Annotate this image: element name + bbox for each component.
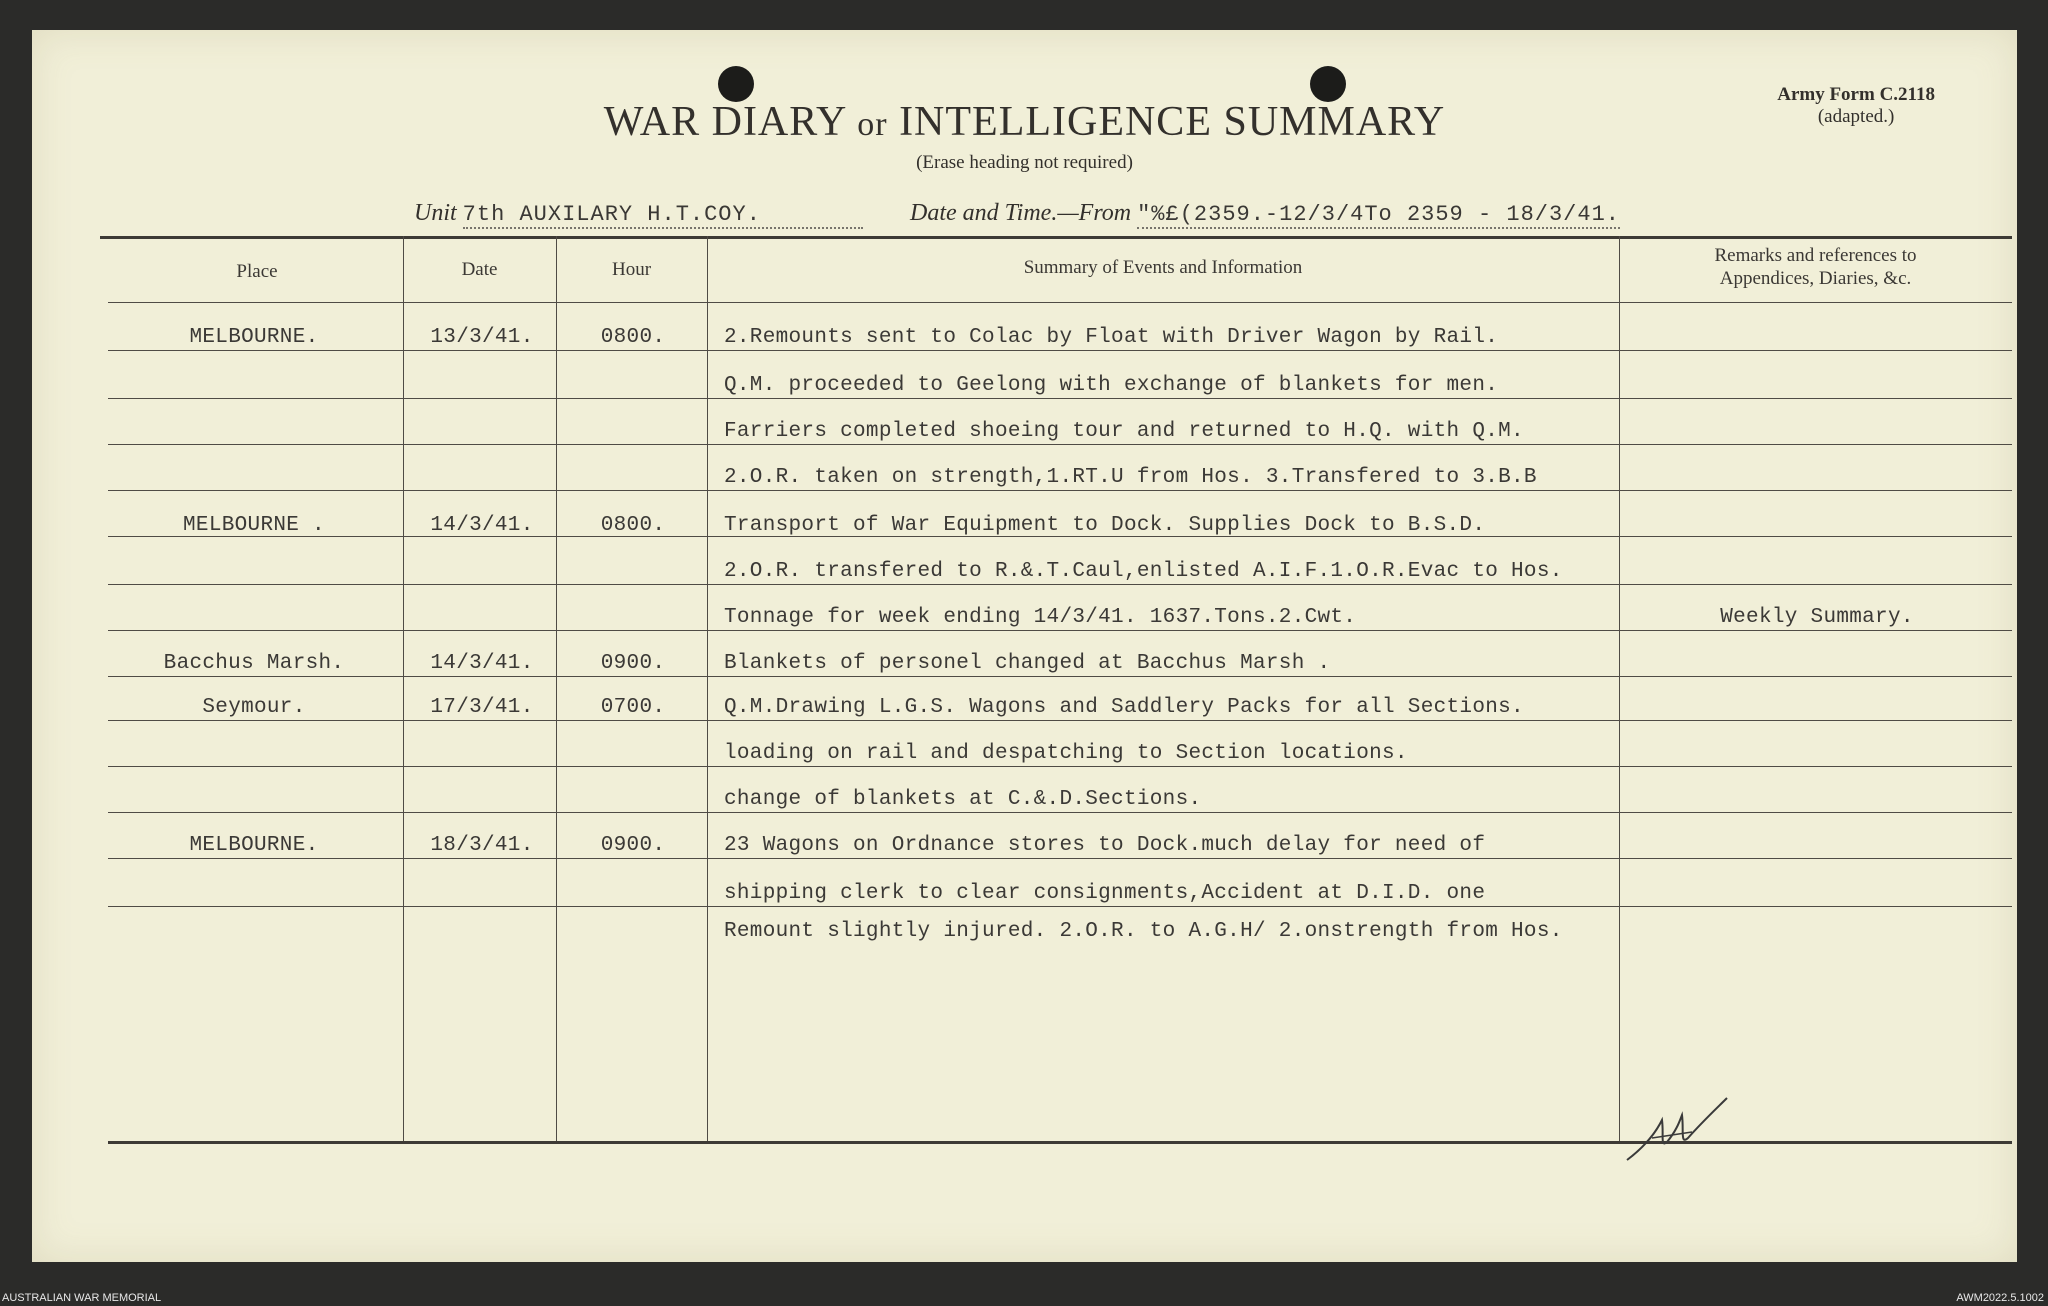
cell-summary: Blankets of personel changed at Bacchus Marsh . <box>724 652 1331 675</box>
cell-summary: loading on rail and despatching to Section locations. <box>724 742 1408 765</box>
table-top-border <box>100 236 2012 239</box>
cell-hour: 0800. <box>600 514 666 537</box>
cell-date: 14/3/41. <box>430 514 534 537</box>
cell-date: 18/3/41. <box>430 834 534 857</box>
header-place: Place <box>236 261 278 282</box>
cell-hour: 0900. <box>600 652 666 675</box>
col-divider-date <box>556 236 557 1141</box>
date-time-value: "%£(2359.-12/3/4To 2359 - 18/3/41. <box>1137 202 1620 227</box>
diary-table <box>72 236 2012 1176</box>
war-diary-sheet <box>32 30 2017 1262</box>
page-title: WAR DIARY or INTELLIGENCE SUMMARY <box>603 99 1446 145</box>
cell-summary: 2.O.R. transfered to R.&.T.Caul,enlisted A.I.F.1.O.R.Evac to Hos. <box>724 560 1563 583</box>
row-rule <box>108 398 2012 399</box>
cell-summary: Q.M. proceeded to Geelong with exchange of blankets for men. <box>724 374 1499 397</box>
row-rule <box>108 812 2012 813</box>
cell-summary: shipping clerk to clear consignments,Accident at D.I.D. one <box>724 882 1486 905</box>
row-rule <box>108 490 2012 491</box>
cell-summary: change of blankets at C.&.D.Sections. <box>724 788 1202 811</box>
cell-summary: Farriers completed shoeing tour and returned to H.Q. with Q.M. <box>724 420 1524 443</box>
cell-place: Bacchus Marsh. <box>163 652 345 675</box>
footer-source: AUSTRALIAN WAR MEMORIAL <box>2 1292 162 1304</box>
row-rule <box>108 630 2012 631</box>
footer-id: AWM2022.5.1002 <box>1956 1292 2044 1304</box>
cell-place: MELBOURNE. <box>189 326 319 349</box>
cell-summary: 2.Remounts sent to Colac by Float with Driver Wagon by Rail. <box>724 326 1499 349</box>
row-rule <box>108 676 2012 677</box>
cell-place: Seymour. <box>202 696 306 719</box>
cell-date: 14/3/41. <box>430 652 534 675</box>
cell-hour: 0700. <box>600 696 666 719</box>
row-rule <box>108 858 2012 859</box>
cell-summary: Transport of War Equipment to Dock. Supplies Dock to B.S.D. <box>724 514 1486 537</box>
unit-value: 7th AUXILARY H.T.COY. <box>463 202 863 229</box>
cell-summary: Remount slightly injured. 2.O.R. to A.G.H/ 2.onstrength from Hos. <box>724 920 1563 943</box>
row-rule <box>108 906 2012 907</box>
row-rule <box>108 444 2012 445</box>
col-divider-place <box>403 236 404 1141</box>
col-divider-summary <box>1619 236 1620 1141</box>
unit-line <box>414 200 863 229</box>
cell-hour: 0900. <box>600 834 666 857</box>
header-date: Date <box>461 259 498 280</box>
punch-hole-right <box>1310 66 1346 102</box>
cell-remarks: Weekly Summary. <box>1720 606 1914 629</box>
header-summary: Summary of Events and Information <box>1023 257 1303 278</box>
col-divider-hour <box>707 236 708 1141</box>
cell-hour: 0800. <box>600 326 666 349</box>
row-rule <box>108 766 2012 767</box>
cell-place: MELBOURNE . <box>183 514 325 537</box>
header-remarks: Remarks and references to Appendices, Diaries, &c. <box>1714 245 1917 289</box>
page-subtitle: (Erase heading not required) <box>916 152 1133 173</box>
cell-summary: Tonnage for week ending 14/3/41. 1637.Tons.2.Cwt. <box>724 606 1357 629</box>
punch-hole-left <box>718 66 754 102</box>
signature-mark <box>1622 1090 1732 1170</box>
row-rule <box>108 536 2012 537</box>
cell-summary: Q.M.Drawing L.G.S. Wagons and Saddlery Packs for all Sections. <box>724 696 1524 719</box>
cell-date: 17/3/41. <box>430 696 534 719</box>
cell-summary: 2.O.R. taken on strength,1.RT.U from Hos. 3.Transfered to 3.B.B <box>724 466 1537 489</box>
cell-summary: 23 Wagons on Ordnance stores to Dock.much delay for need of <box>724 834 1486 857</box>
row-rule <box>108 350 2012 351</box>
date-time-line <box>910 200 1620 229</box>
cell-place: MELBOURNE. <box>189 834 319 857</box>
header-bottom-border <box>108 302 2012 303</box>
header-hour: Hour <box>611 259 652 280</box>
cell-date: 13/3/41. <box>430 326 534 349</box>
row-rule <box>108 720 2012 721</box>
date-time-label: Date and Time.—From <box>910 200 1132 226</box>
unit-label: Unit <box>414 200 457 226</box>
army-form-label: Army Form C.2118 (adapted.) <box>1777 84 1935 127</box>
row-rule <box>108 584 2012 585</box>
